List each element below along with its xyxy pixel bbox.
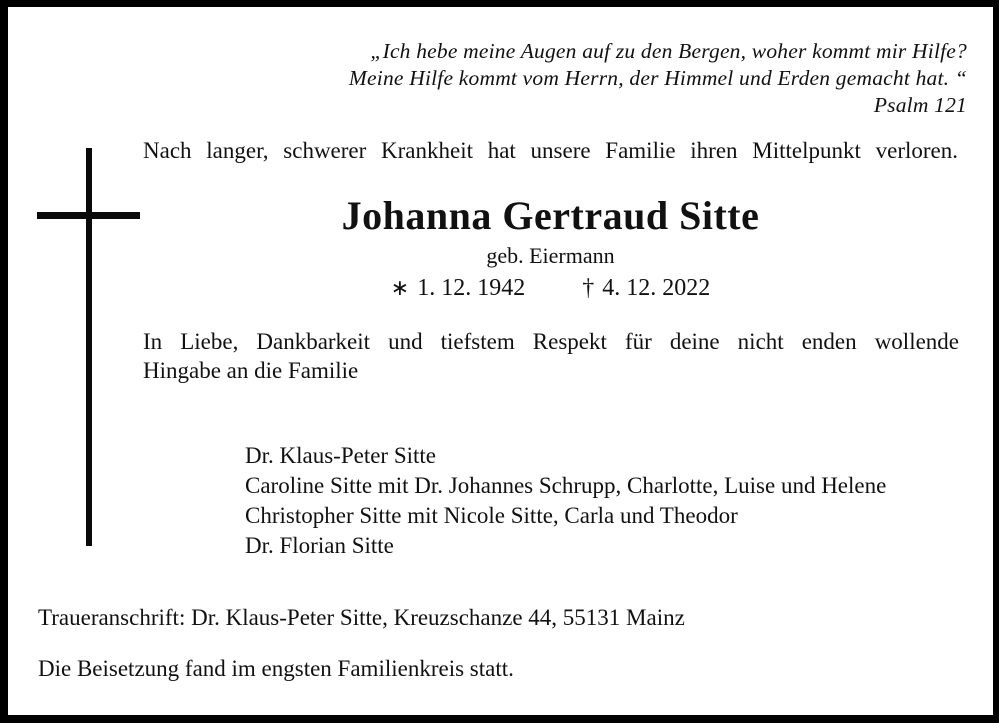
died-dagger-symbol: † (582, 275, 595, 301)
maiden-name: geb. Eiermann (486, 243, 615, 268)
life-dates (143, 275, 958, 302)
mourner-row: Dr. Klaus-Peter Sitte (245, 443, 436, 468)
birth-date (391, 275, 525, 302)
death-date-value: 4. 12. 2022 (602, 275, 711, 301)
mourner-row: Dr. Florian Sitte (245, 533, 394, 558)
mourner-row: Christopher Sitte mit Nicole Sitte, Carla und Theodor (245, 503, 738, 528)
tribute-line-1: In Liebe, Dankbarkeit und tiefstem Respekt für deine nicht enden wollende (143, 329, 959, 354)
scripture-quote (349, 38, 967, 119)
deceased-name: Johanna Gertraud Sitte (341, 193, 760, 238)
cross-vertical-bar (86, 148, 92, 546)
intro-text: Nach langer, schwerer Krankheit hat unsere Familie ihren Mittelpunkt verloren. (143, 138, 958, 163)
funeral-note: Die Beisetzung fand im engsten Familienkreis statt. (38, 656, 514, 681)
mourner-row: Caroline Sitte mit Dr. Johannes Schrupp, Charlotte, Luise und Helene (245, 473, 887, 498)
deceased-block (143, 194, 958, 302)
birth-date-value: 1. 12. 1942 (417, 275, 526, 301)
tribute-line-2: Hingabe an die Familie (143, 358, 359, 383)
quote-source: Psalm 121 (873, 93, 967, 117)
cross-horizontal-bar (37, 212, 140, 219)
address-line: Traueranschrift: Dr. Klaus-Peter Sitte, Kreuzschanze 44, 55131 Mainz (38, 605, 685, 630)
tribute-text (143, 327, 959, 385)
born-star-symbol: ∗ (390, 276, 410, 301)
quote-line-1: „Ich hebe meine Augen auf zu den Bergen, woher kommt mir Hilfe? (370, 39, 967, 63)
quote-line-2: Meine Hilfe kommt vom Herrn, der Himmel und Erden gemacht hat. “ (348, 66, 967, 90)
mourners-list (245, 441, 965, 561)
death-date (582, 275, 710, 302)
